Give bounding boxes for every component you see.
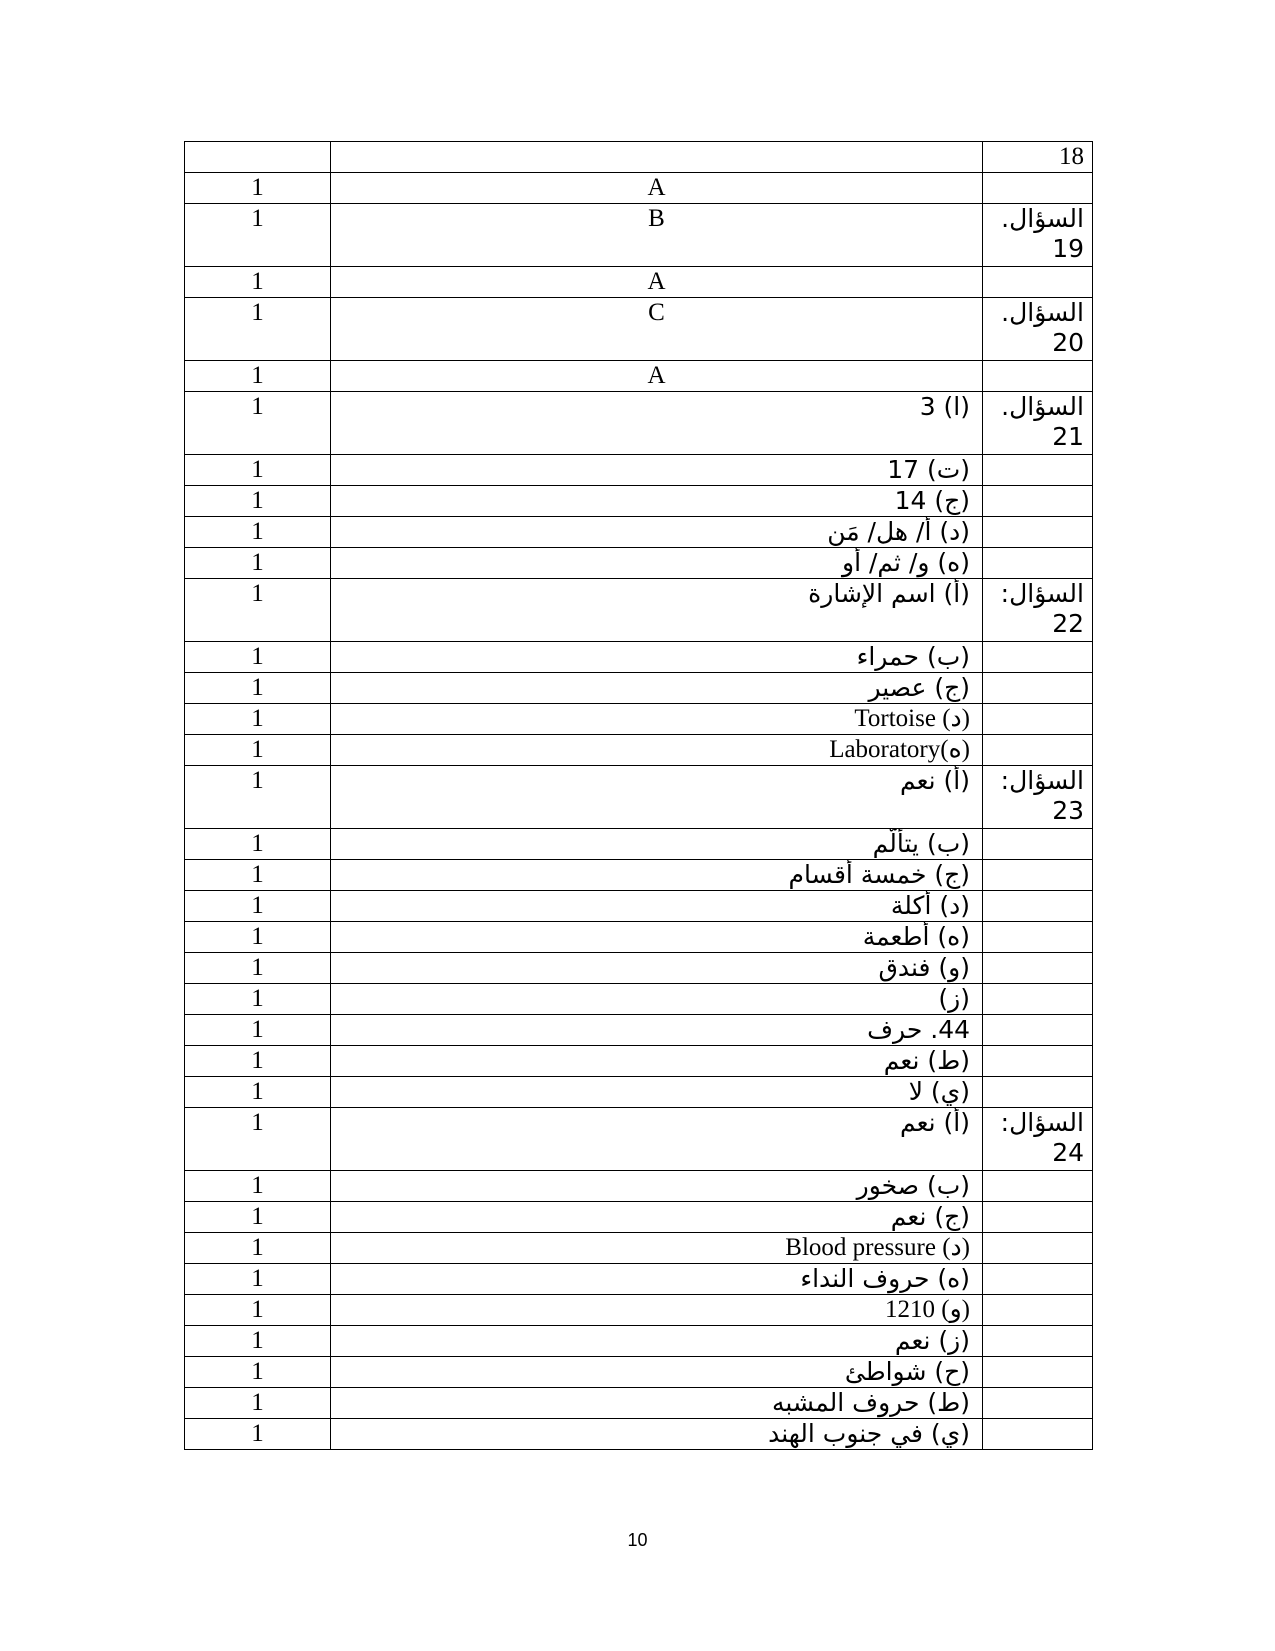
answer-cell: C (331, 298, 983, 361)
question-number-cell (983, 1326, 1093, 1357)
page-number: 10 (627, 1530, 648, 1550)
marks-cell: 1 (185, 1171, 331, 1202)
table-row (185, 704, 1093, 735)
question-number-cell (983, 984, 1093, 1015)
marks-cell: 1 (185, 1077, 331, 1108)
answer-cell: (د) Blood pressure (331, 1233, 983, 1264)
table-row (185, 829, 1093, 860)
table-row (185, 1419, 1093, 1450)
marks-cell: 1 (185, 392, 331, 455)
answer-cell: (ط) نعم (331, 1046, 983, 1077)
question-number-cell: السؤال: 23 (983, 766, 1093, 829)
marks-cell: 1 (185, 1233, 331, 1264)
question-number-cell: السؤال. 19 (983, 204, 1093, 267)
answer-cell: (و) فندق (331, 953, 983, 984)
question-number-cell (983, 735, 1093, 766)
marks-cell: 1 (185, 1015, 331, 1046)
marks-cell: 1 (185, 548, 331, 579)
table-row (185, 953, 1093, 984)
answer-cell: 44. حرف (331, 1015, 983, 1046)
table-row (185, 1233, 1093, 1264)
table-row (185, 361, 1093, 392)
question-number-cell (983, 455, 1093, 486)
question-number-cell (983, 673, 1093, 704)
question-number-cell: السؤال: 22 (983, 579, 1093, 642)
table-row (185, 860, 1093, 891)
table-row (185, 1171, 1093, 1202)
answer-cell: (ي) لا (331, 1077, 983, 1108)
answer-cell: (ا) 3 (331, 392, 983, 455)
answer-key-rows (185, 142, 1093, 1450)
marks-cell: 1 (185, 860, 331, 891)
answer-cell: (ه) و/ ثم/ أو (331, 548, 983, 579)
table-row (185, 1388, 1093, 1419)
marks-cell: 1 (185, 1046, 331, 1077)
table-row (185, 1202, 1093, 1233)
question-number-cell: 18 (983, 142, 1093, 173)
question-number-cell (983, 922, 1093, 953)
answer-cell: (و) 1210 (331, 1295, 983, 1326)
question-number-cell (983, 860, 1093, 891)
table-row (185, 455, 1093, 486)
answer-cell: (ه) حروف النداء (331, 1264, 983, 1295)
table-row (185, 1108, 1093, 1171)
answer-cell: A (331, 267, 983, 298)
question-number-cell (983, 829, 1093, 860)
marks-cell: 1 (185, 455, 331, 486)
question-number-cell (983, 1295, 1093, 1326)
answer-cell: (ه)Laboratory (331, 735, 983, 766)
table-row (185, 1015, 1093, 1046)
answer-cell: (ج) خمسة أقسام (331, 860, 983, 891)
answer-cell: (ي) في جنوب الهند (331, 1419, 983, 1450)
marks-cell: 1 (185, 1202, 331, 1233)
question-number-cell (983, 1419, 1093, 1450)
marks-cell: 1 (185, 642, 331, 673)
answer-cell: (ز) (331, 984, 983, 1015)
question-number-cell (983, 173, 1093, 204)
marks-cell: 1 (185, 953, 331, 984)
answer-cell: (ج) 14 (331, 486, 983, 517)
table-row (185, 922, 1093, 953)
answer-cell: (ج) نعم (331, 1202, 983, 1233)
question-number-cell (983, 891, 1093, 922)
question-number-cell (983, 1357, 1093, 1388)
table-row (185, 766, 1093, 829)
question-number-cell (983, 1202, 1093, 1233)
table-row (185, 298, 1093, 361)
table-row (185, 642, 1093, 673)
marks-cell: 1 (185, 579, 331, 642)
answer-cell: (د) أكلة (331, 891, 983, 922)
answer-cell: (د) Tortoise (331, 704, 983, 735)
answer-cell: (ت) 17 (331, 455, 983, 486)
marks-cell: 1 (185, 1419, 331, 1450)
question-number-cell (983, 704, 1093, 735)
question-number-cell (983, 1077, 1093, 1108)
marks-cell: 1 (185, 298, 331, 361)
answer-cell: (ح) شواطئ (331, 1357, 983, 1388)
answer-cell: (أ) نعم (331, 1108, 983, 1171)
question-number-cell (983, 1233, 1093, 1264)
question-number-cell (983, 1388, 1093, 1419)
answer-cell (331, 142, 983, 173)
marks-cell: 1 (185, 1357, 331, 1388)
table-row (185, 1357, 1093, 1388)
table-row (185, 735, 1093, 766)
table-row (185, 891, 1093, 922)
marks-cell: 1 (185, 173, 331, 204)
marks-cell (185, 142, 331, 173)
marks-cell: 1 (185, 1326, 331, 1357)
answer-key-table (184, 141, 1093, 1450)
marks-cell: 1 (185, 1264, 331, 1295)
marks-cell: 1 (185, 486, 331, 517)
answer-cell: A (331, 173, 983, 204)
question-number-cell (983, 486, 1093, 517)
marks-cell: 1 (185, 766, 331, 829)
question-number-cell (983, 1171, 1093, 1202)
table-row (185, 173, 1093, 204)
question-number-cell: السؤال: 24 (983, 1108, 1093, 1171)
answer-cell: (ب) حمراء (331, 642, 983, 673)
marks-cell: 1 (185, 891, 331, 922)
table-row (185, 1046, 1093, 1077)
table-row (185, 548, 1093, 579)
marks-cell: 1 (185, 1108, 331, 1171)
marks-cell: 1 (185, 984, 331, 1015)
table-row (185, 267, 1093, 298)
question-number-cell (983, 1046, 1093, 1077)
question-number-cell (983, 361, 1093, 392)
question-number-cell (983, 267, 1093, 298)
table-row (185, 1295, 1093, 1326)
table-row (185, 517, 1093, 548)
table-row (185, 486, 1093, 517)
answer-cell: (ب) يتألّم (331, 829, 983, 860)
table-row (185, 392, 1093, 455)
answer-cell: (د) أ/ هل/ مَن (331, 517, 983, 548)
table-row (185, 673, 1093, 704)
table-row (185, 1264, 1093, 1295)
table-row (185, 142, 1093, 173)
answer-cell: (ج) عصير (331, 673, 983, 704)
answer-cell: (ط) حروف المشبه (331, 1388, 983, 1419)
marks-cell: 1 (185, 1388, 331, 1419)
marks-cell: 1 (185, 735, 331, 766)
question-number-cell: السؤال. 21 (983, 392, 1093, 455)
question-number-cell (983, 953, 1093, 984)
marks-cell: 1 (185, 922, 331, 953)
table-row (185, 579, 1093, 642)
marks-cell: 1 (185, 1295, 331, 1326)
table-row (185, 1077, 1093, 1108)
marks-cell: 1 (185, 517, 331, 548)
marks-cell: 1 (185, 204, 331, 267)
answer-cell: (ب) صخور (331, 1171, 983, 1202)
answer-cell: (أ) نعم (331, 766, 983, 829)
answer-cell: (أ) اسم الإشارة (331, 579, 983, 642)
table-row (185, 984, 1093, 1015)
marks-cell: 1 (185, 267, 331, 298)
table-row (185, 1326, 1093, 1357)
question-number-cell: السؤال. 20 (983, 298, 1093, 361)
answer-cell: A (331, 361, 983, 392)
answer-cell: B (331, 204, 983, 267)
marks-cell: 1 (185, 704, 331, 735)
marks-cell: 1 (185, 673, 331, 704)
question-number-cell (983, 1015, 1093, 1046)
marks-cell: 1 (185, 361, 331, 392)
question-number-cell (983, 517, 1093, 548)
question-number-cell (983, 642, 1093, 673)
question-number-cell (983, 1264, 1093, 1295)
table-row (185, 204, 1093, 267)
question-number-cell (983, 548, 1093, 579)
marks-cell: 1 (185, 829, 331, 860)
answer-cell: (ه) أطعمة (331, 922, 983, 953)
answer-cell: (ز) نعم (331, 1326, 983, 1357)
